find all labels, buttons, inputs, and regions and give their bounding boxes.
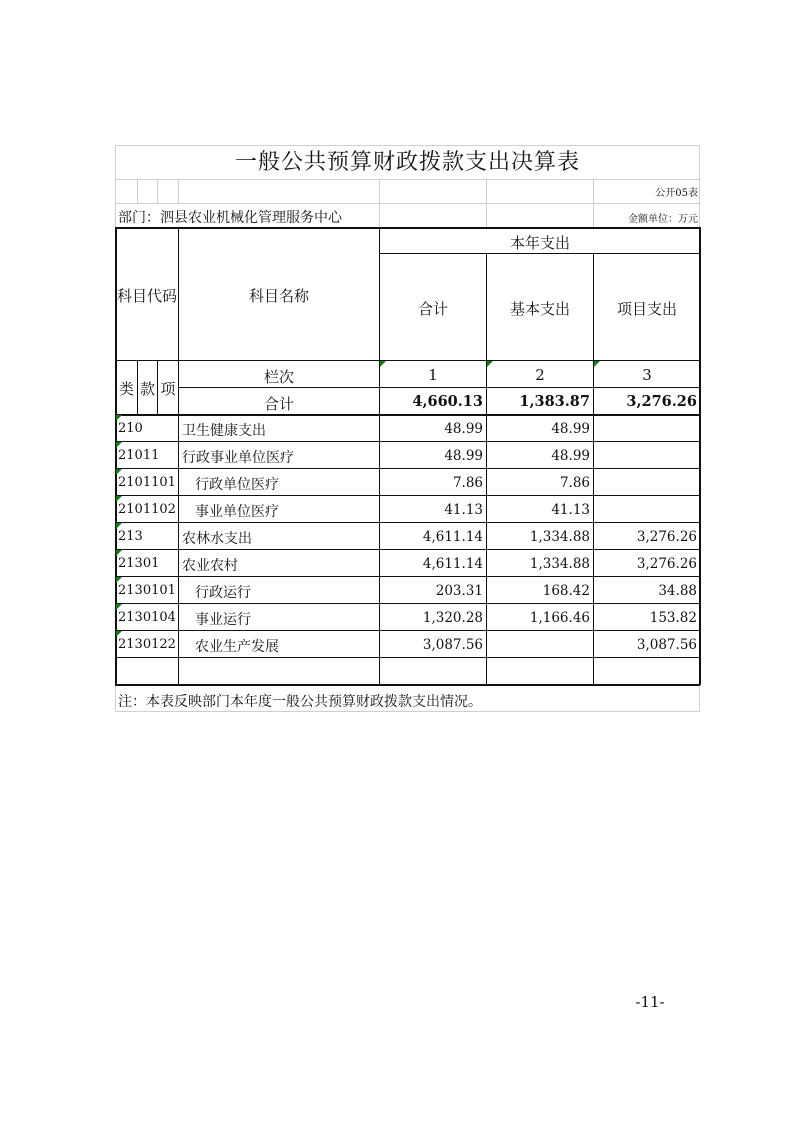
- column-label: 栏次: [263, 368, 294, 386]
- row-basic: 1,334.88: [529, 529, 590, 545]
- row-name: 行政事业单位医疗: [182, 450, 294, 466]
- form-number: 公开05表: [655, 188, 698, 199]
- row-total: 48.99: [444, 448, 483, 464]
- row-project: 153.82: [649, 610, 697, 626]
- row-basic: 1,334.88: [529, 556, 590, 572]
- header-lei: 类: [118, 380, 134, 398]
- header-code-group: 科目代码: [116, 287, 177, 305]
- unit-label: 金额单位：万元: [628, 214, 698, 225]
- row-total: 41.13: [444, 502, 483, 518]
- row-name: 农林水支出: [182, 531, 252, 547]
- row-total: 7.86: [452, 475, 483, 491]
- row-name: 事业运行: [195, 612, 251, 628]
- total-row-total: 4,660.13: [412, 393, 483, 410]
- row-name: 事业单位医疗: [195, 504, 279, 520]
- row-name: 行政运行: [195, 585, 251, 601]
- row-code: 2101102: [118, 502, 176, 517]
- total-row-project: 3,276.26: [626, 393, 697, 410]
- header-xiang: 项: [160, 380, 176, 398]
- row-basic: 168.42: [542, 583, 590, 599]
- row-basic: 1,166.46: [529, 610, 590, 626]
- column-1: 1: [428, 366, 438, 384]
- table-title: 一般公共预算财政拨款支出决算表: [234, 150, 580, 175]
- row-basic: 41.13: [551, 502, 590, 518]
- row-basic: 48.99: [551, 421, 590, 437]
- row-project: 3,276.26: [636, 556, 697, 572]
- row-total: 4,611.14: [422, 529, 483, 545]
- header-total: 合计: [417, 300, 448, 318]
- row-code: 2101101: [118, 475, 176, 490]
- row-basic: 48.99: [551, 448, 590, 464]
- row-project: 3,276.26: [636, 529, 697, 545]
- row-total: 1,320.28: [422, 610, 483, 626]
- total-row-basic: 1,383.87: [519, 393, 590, 410]
- header-basic: 基本支出: [509, 300, 570, 318]
- column-3: 3: [642, 366, 652, 384]
- row-total: 3,087.56: [422, 637, 483, 653]
- department-label: 部门：泗县农业机械化管理服务中心: [118, 210, 342, 226]
- header-name: 科目名称: [248, 287, 309, 305]
- row-code: 2130104: [118, 610, 176, 625]
- header-kuan: 款: [139, 380, 155, 398]
- row-total: 48.99: [444, 421, 483, 437]
- row-total: 4,611.14: [422, 556, 483, 572]
- row-code: 2130101: [118, 583, 176, 598]
- row-total: 203.31: [435, 583, 483, 599]
- row-basic: 7.86: [559, 475, 590, 491]
- total-row-label: 合计: [263, 395, 294, 413]
- row-name: 农业生产发展: [195, 639, 279, 655]
- row-code: 2130122: [118, 637, 176, 652]
- row-code: 210: [118, 421, 143, 436]
- row-name: 农业农村: [182, 558, 238, 574]
- row-code: 21011: [118, 448, 160, 463]
- table-note: 注：本表反映部门本年度一般公共预算财政拨款支出情况。: [118, 694, 482, 710]
- row-name: 卫生健康支出: [182, 423, 266, 439]
- row-code: 213: [118, 529, 143, 544]
- row-project: 3,087.56: [636, 637, 697, 653]
- page-number: -11-: [635, 993, 665, 1011]
- header-current-year: 本年支出: [509, 234, 570, 252]
- header-project: 项目支出: [616, 300, 677, 318]
- row-name: 行政单位医疗: [195, 477, 279, 493]
- column-2: 2: [535, 366, 545, 384]
- row-project: 34.88: [658, 583, 697, 599]
- row-code: 21301: [118, 556, 160, 571]
